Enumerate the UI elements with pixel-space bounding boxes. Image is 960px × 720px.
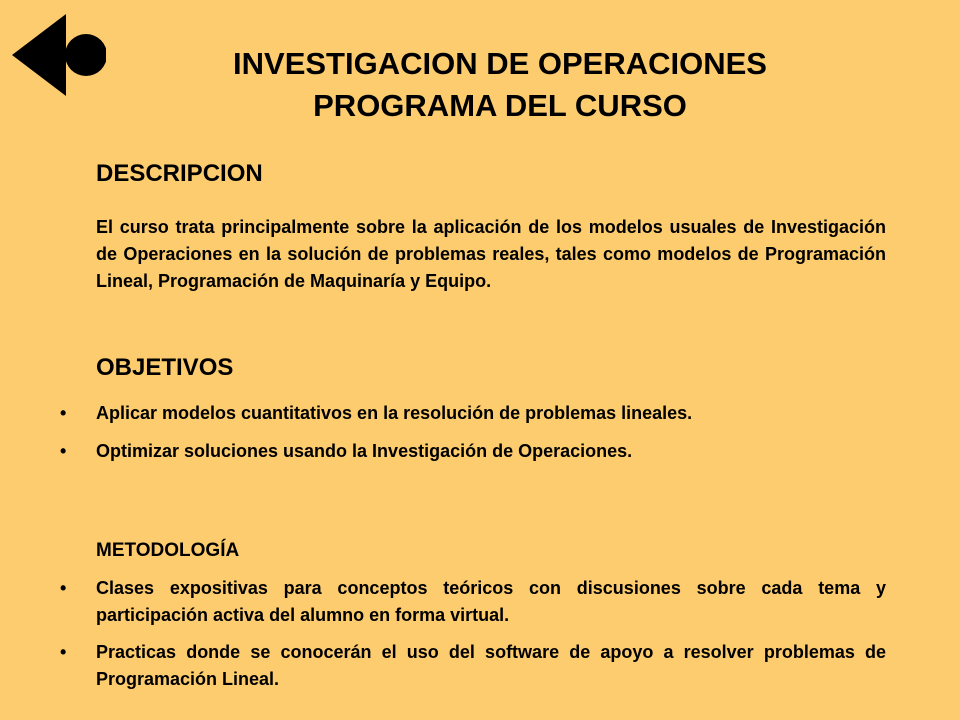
- page-title: INVESTIGACION DE OPERACIONES: [233, 46, 767, 81]
- list-item: [0, 575, 960, 629]
- metodologia-list: [0, 575, 960, 693]
- descripcion-heading: DESCRIPCION: [96, 160, 263, 187]
- descripcion-text: El curso trata principalmente sobre la aplicación de los modelos usuales de Investigación de Operaciones en la solución de problemas reales, tales como modelos de Programación Lineal, Programación de Maquinaría y Equipo.: [96, 217, 886, 291]
- list-item-text: Clases expositivas para conceptos teóricos con discusiones sobre cada tema y participación activa del alumno en forma virtual.: [96, 578, 886, 625]
- list-item-text: Optimizar soluciones usando la Investigación de Operaciones.: [96, 441, 633, 461]
- list-item: [0, 438, 960, 465]
- bullet-icon: •: [60, 578, 67, 598]
- metodologia-heading: METODOLOGÍA: [96, 540, 240, 561]
- list-item-text: Practicas donde se conocerán el uso del software de apoyo a resolver problemas de Programación Lineal.: [96, 642, 886, 689]
- list-item: [0, 400, 960, 427]
- bullet-icon: •: [60, 642, 67, 662]
- bullet-icon: •: [60, 403, 67, 423]
- page-subtitle: PROGRAMA DEL CURSO: [313, 88, 687, 123]
- list-item-text: Aplicar modelos cuantitativos en la resolución de problemas lineales.: [96, 403, 693, 423]
- bullet-icon: •: [60, 441, 67, 461]
- objetivos-list: [0, 400, 960, 465]
- objetivos-heading: OBJETIVOS: [96, 354, 234, 381]
- list-item: [0, 639, 960, 693]
